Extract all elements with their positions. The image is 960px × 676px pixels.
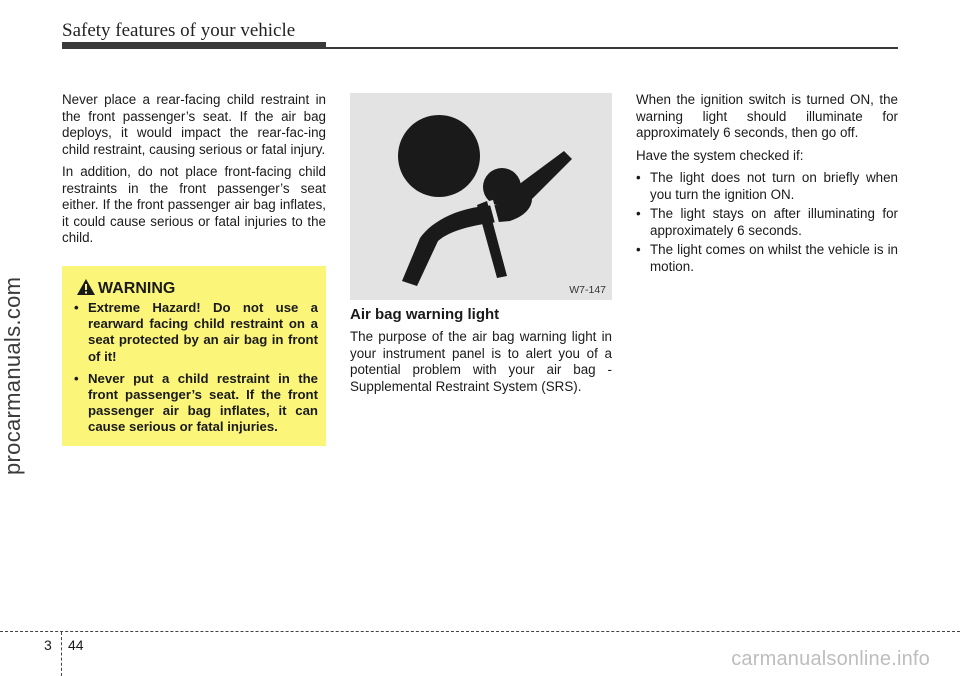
paragraph: In addition, do not place front-facing child restraints in the front passenger’s seat either. If the front passenger air bag inflates, it could cause serious or fatal injuries to the child. [62, 164, 326, 245]
list-item: • The light comes on whilst the vehicle is in motion. [636, 242, 898, 275]
header-rule [62, 47, 898, 49]
footer-divider [61, 632, 62, 676]
list-item: • The light stays on after illuminating for approximately 6 seconds. [636, 206, 898, 239]
section-title: Air bag warning light [350, 306, 500, 323]
column-1 [62, 92, 326, 253]
paragraph: Never place a rear-facing child restraint in the front passenger’s seat. If the air bag deploys, it would impact the rear-fac-ing child restraint, causing serious or fatal injury. [62, 92, 326, 157]
paragraph: When the ignition switch is turned ON, the warning light should illuminate for approximately 6 seconds, then go off. [636, 92, 898, 140]
warning-title: WARNING [98, 280, 176, 297]
bottom-watermark: carmanualsonline.info [731, 648, 930, 670]
warning-list [72, 300, 318, 442]
check-list [636, 170, 898, 275]
airbag-warning-icon [350, 93, 612, 300]
footer-rule [0, 631, 960, 632]
warning-box [62, 266, 326, 446]
warning-triangle-icon [76, 278, 96, 296]
chapter-number: 3 [44, 637, 52, 653]
column-2 [350, 329, 612, 401]
side-watermark: procarmanuals.com [0, 276, 25, 475]
column-3 [636, 92, 898, 278]
list-item: • The light does not turn on briefly when you turn the ignition ON. [636, 170, 898, 203]
airbag-figure [350, 93, 612, 300]
figure-code: W7-147 [569, 284, 606, 296]
page-header-title: Safety features of your vehicle [62, 20, 296, 41]
paragraph: The purpose of the air bag warning light in your instrument panel is to alert you of a potential problem with your air bag - Supplemental Restraint System (SRS). [350, 329, 612, 394]
warning-item: • Never put a child restraint in the front passenger’s seat. If the front passenger air bag inflates, it can cause serious or fatal injuries. [72, 371, 318, 436]
warning-item: • Extreme Hazard! Do not use a rearward facing child restraint on a seat protected by an air bag in front of it! [72, 300, 318, 365]
page-number: 44 [68, 637, 84, 653]
paragraph: Have the system checked if: [636, 147, 804, 163]
